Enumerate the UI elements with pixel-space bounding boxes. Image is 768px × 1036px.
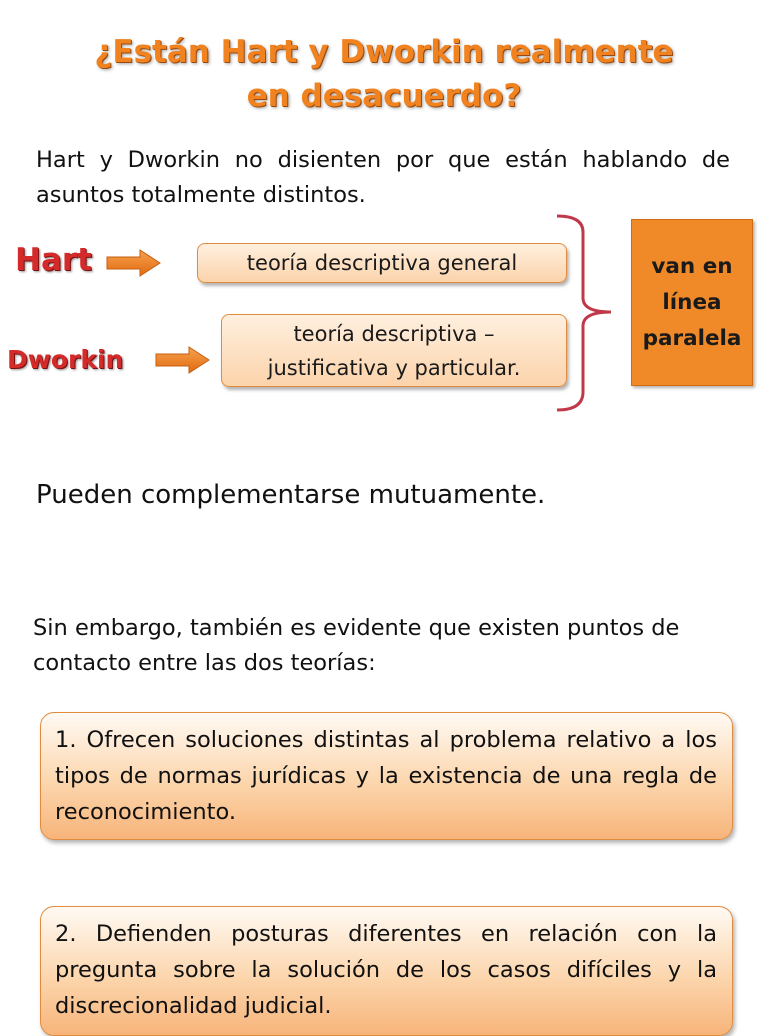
- dworkin-theory-line-1: teoría descriptiva –: [293, 322, 495, 346]
- intro-text: Hart y Dworkin no disienten por que están hablando de asuntos totalmente distintos.: [36, 147, 730, 208]
- right-arrow-icon: [155, 346, 211, 374]
- conclusion-line-3: paralela: [642, 325, 742, 351]
- right-arrow-icon: [106, 249, 162, 277]
- slide-title: [0, 30, 768, 118]
- point-box-1: 1. Ofrecen soluciones distintas al problema relativo a los tipos de normas jurídicas y la existencia de una regla de reconocimiento.: [40, 712, 733, 840]
- dworkin-label: Dworkin: [7, 345, 124, 374]
- title-line-1: ¿Están Hart y Dworkin realmente: [94, 34, 674, 70]
- dworkin-theory-box: [221, 314, 567, 387]
- title-line-2: en desacuerdo?: [246, 78, 522, 114]
- conclusion-line-1: van en: [651, 253, 733, 279]
- conclusion-line-2: línea: [662, 289, 722, 315]
- complement-text: Pueden complementarse mutuamente.: [36, 480, 546, 510]
- conclusion-box: [631, 219, 753, 386]
- curly-brace-icon: [555, 212, 619, 414]
- hart-theory-box: teoría descriptiva general: [197, 243, 567, 283]
- contact-points-intro: Sin embargo, también es evidente que existen puntos de contacto entre las dos teorías:: [33, 615, 680, 676]
- dworkin-theory-line-2: justificativa y particular.: [267, 356, 521, 380]
- hart-label: Hart: [15, 242, 92, 278]
- point-box-2: 2. Defienden posturas diferentes en relación con la pregunta sobre la solución de los casos difíciles y la discrecionalidad judicial.: [40, 906, 733, 1036]
